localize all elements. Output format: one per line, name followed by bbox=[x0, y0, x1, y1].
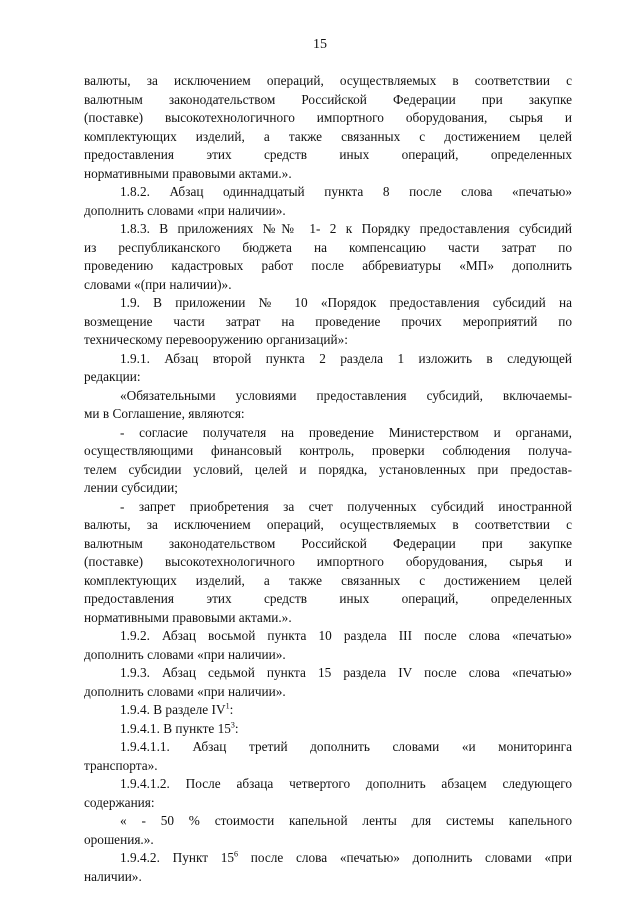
text-line-content: осуществляющими финансовый контроль, проверки соблюдения получа- bbox=[84, 443, 572, 458]
text-line bbox=[84, 664, 572, 683]
text-line bbox=[84, 257, 572, 276]
text-line-content: техническому перевооружению организаций»: bbox=[84, 332, 348, 347]
text-line-content: 1.9.4.1.2. После абзаца четвертого дополнить абзацем следующего bbox=[120, 776, 572, 791]
text-line bbox=[84, 627, 572, 646]
text-line bbox=[84, 775, 572, 794]
text-line-continuation: : bbox=[229, 702, 234, 717]
text-line bbox=[84, 220, 572, 239]
text-line-content: 1.8.3. В приложениях №№ 1- 2 к Порядку предоставления субсидий bbox=[120, 221, 572, 236]
text-line bbox=[84, 498, 572, 517]
text-line-continuation: после слова «печатью» дополнить словами «при bbox=[238, 850, 572, 865]
text-line-content: предоставления этих средств иных операций, определенных bbox=[84, 591, 572, 606]
text-line-content: дополнить словами «при наличии». bbox=[84, 683, 286, 699]
text-line-content: наличии». bbox=[84, 868, 142, 884]
text-line bbox=[84, 868, 572, 887]
text-line-content: редакции: bbox=[84, 369, 141, 384]
text-line bbox=[84, 646, 572, 665]
text-line bbox=[84, 553, 572, 572]
text-line bbox=[84, 701, 572, 720]
text-line bbox=[84, 128, 572, 147]
text-line-content: проведению кадастровых работ после аббревиатуры «МП» дополнить bbox=[84, 258, 572, 273]
text-line-content: нормативными правовыми актами.». bbox=[84, 609, 292, 625]
text-line-content: орошения.». bbox=[84, 831, 154, 847]
text-line bbox=[84, 516, 572, 535]
text-line-content: валютным законодательством Российской Федерации при закупке bbox=[84, 535, 572, 551]
text-line bbox=[84, 794, 572, 813]
text-line bbox=[84, 442, 572, 461]
text-line-content: 1.8.2. Абзац одиннадцатый пункта 8 после слова «печатью» bbox=[120, 184, 572, 199]
text-line-content: телем субсидии условий, целей и порядка, установленных при предостав- bbox=[84, 461, 572, 477]
text-line-content: содержания: bbox=[84, 794, 155, 810]
text-line bbox=[84, 331, 572, 350]
text-line bbox=[84, 91, 572, 110]
text-line-content: комплектующих изделий, а также связанных с достижением целей bbox=[84, 128, 572, 144]
text-line-content: « - 50 % стоимости капельной ленты для системы капельного bbox=[120, 813, 572, 828]
text-line-content: 1.9.4.1.1. Абзац третий дополнить словами «и мониторинга bbox=[120, 739, 572, 754]
text-line-content: 1.9.4.2. Пункт 15 bbox=[120, 850, 235, 865]
text-line bbox=[84, 165, 572, 184]
text-line-content: лении субсидии; bbox=[84, 480, 178, 495]
text-line-content: транспорта». bbox=[84, 757, 158, 773]
page-number: 15 bbox=[313, 37, 327, 52]
text-line bbox=[84, 738, 572, 757]
text-line-content: дополнить словами «при наличии». bbox=[84, 202, 286, 218]
text-line bbox=[84, 479, 572, 498]
text-line-content: «Обязательными условиями предоставления субсидий, включаемы- bbox=[120, 387, 572, 403]
superscript-number: 3 bbox=[230, 720, 235, 730]
text-line bbox=[84, 831, 572, 850]
text-line bbox=[84, 294, 572, 313]
text-line-content: (поставке) высокотехнологичного импортного оборудования, сырья и bbox=[84, 110, 572, 125]
text-line-content: нормативными правовыми актами.». bbox=[84, 165, 292, 181]
text-line-content: дополнить словами «при наличии». bbox=[84, 646, 286, 662]
text-line bbox=[84, 720, 572, 739]
text-line-continuation: : bbox=[234, 720, 239, 736]
text-line-content: словами «(при наличии)». bbox=[84, 276, 232, 292]
text-line-content: валюты, за исключением операций, осуществляемых в соответствии с bbox=[84, 517, 572, 532]
superscript-number: 6 bbox=[234, 849, 239, 859]
text-line bbox=[84, 146, 572, 165]
document-body bbox=[84, 72, 572, 886]
text-line bbox=[84, 239, 572, 258]
text-line bbox=[84, 572, 572, 591]
text-line bbox=[84, 683, 572, 702]
text-line bbox=[84, 202, 572, 221]
text-line bbox=[84, 609, 572, 628]
text-line bbox=[84, 405, 572, 424]
text-line-content: валютным законодательством Российской Федерации при закупке bbox=[84, 91, 572, 107]
text-line bbox=[84, 183, 572, 202]
text-line-content: 1.9. В приложении № 10 «Порядок предоставления субсидий на bbox=[120, 295, 572, 310]
text-line-content: 1.9.3. Абзац седьмой пункта 15 раздела IV после слова «печатью» bbox=[120, 665, 572, 680]
text-line-content: 1.9.4.1. В пункте 15 bbox=[120, 720, 231, 736]
text-line-content: 1.9.1. Абзац второй пункта 2 раздела 1 изложить в следующей bbox=[120, 350, 572, 366]
text-line-content: ми в Соглашение, являются: bbox=[84, 406, 245, 421]
text-line-content: - запрет приобретения за счет полученных субсидий иностранной bbox=[120, 498, 572, 514]
text-line bbox=[84, 350, 572, 369]
text-line bbox=[84, 387, 572, 406]
text-line bbox=[84, 812, 572, 831]
text-line-content: - согласие получателя на проведение Министерством и органами, bbox=[120, 424, 572, 440]
text-line bbox=[84, 313, 572, 332]
text-line bbox=[84, 590, 572, 609]
text-line bbox=[84, 109, 572, 128]
text-line bbox=[84, 535, 572, 554]
text-line-content: из республиканского бюджета на компенсацию части затрат по bbox=[84, 239, 572, 255]
text-line-content: 1.9.2. Абзац восьмой пункта 10 раздела III после слова «печатью» bbox=[120, 628, 572, 643]
text-line bbox=[84, 276, 572, 295]
text-line bbox=[84, 461, 572, 480]
text-line bbox=[84, 72, 572, 91]
text-line-content: предоставления этих средств иных операций, определенных bbox=[84, 147, 572, 162]
text-line bbox=[84, 849, 572, 868]
text-line-content: возмещение части затрат на проведение прочих мероприятий по bbox=[84, 313, 572, 329]
text-line bbox=[84, 424, 572, 443]
text-line bbox=[84, 368, 572, 387]
text-line-content: комплектующих изделий, а также связанных с достижением целей bbox=[84, 572, 572, 588]
text-line-content: валюты, за исключением операций, осуществляемых в соответствии с bbox=[84, 73, 572, 88]
text-line-content: (поставке) высокотехнологичного импортного оборудования, сырья и bbox=[84, 554, 572, 569]
text-line bbox=[84, 757, 572, 776]
text-line-content: 1.9.4. В разделе IV bbox=[120, 702, 226, 717]
superscript-number: 1 bbox=[225, 701, 230, 711]
